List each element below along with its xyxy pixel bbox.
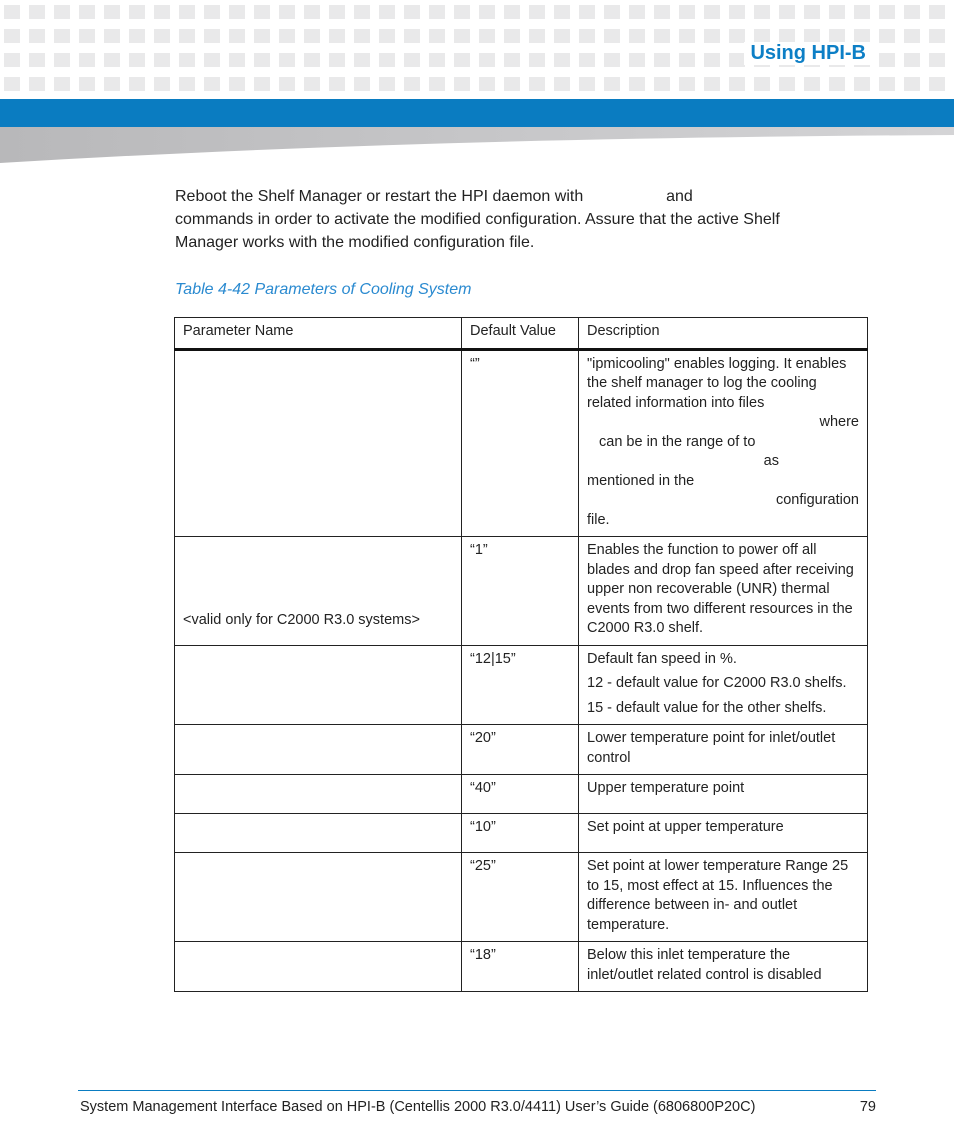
cell-description [579,853,868,942]
pattern-cell [829,29,845,43]
pattern-cell [754,29,770,43]
pattern-cell [154,5,170,19]
pattern-cell [154,53,170,67]
pattern-cell [29,5,45,19]
pattern-cell [604,53,620,67]
pattern-cell [704,5,720,19]
page-header-title: Using HPI-B [744,42,872,65]
pattern-cell [379,53,395,67]
pattern-cell [579,53,595,67]
cell-parameter-name [175,942,462,992]
table-row [175,853,868,942]
cell-description [579,725,868,775]
pattern-cell [54,5,70,19]
description-line: Below this inlet temperature the inlet/outlet related control is disabled [587,947,822,983]
pattern-cell [379,29,395,43]
pattern-cell [454,53,470,67]
pattern-cell [179,53,195,67]
pattern-cell [204,5,220,19]
pattern-cell [604,5,620,19]
pattern-cell [929,77,945,91]
pattern-cell [504,5,520,19]
cell-default-value: “” [462,349,579,537]
pattern-cell [404,29,420,43]
table-row [175,942,868,992]
pattern-cell [529,77,545,91]
pattern-cell [29,53,45,67]
pattern-cell [354,29,370,43]
pattern-cell [229,5,245,19]
cell-description [579,349,868,537]
pattern-cell [854,29,870,43]
table-row [175,537,868,646]
cell-description [579,942,868,992]
pattern-cell [379,5,395,19]
pattern-cell [879,77,895,91]
pattern-cell [79,53,95,67]
pattern-cell [129,53,145,67]
pattern-cell [704,29,720,43]
description-line: where [819,414,859,430]
pattern-cell [479,77,495,91]
pattern-cell [329,5,345,19]
pattern-cell [204,53,220,67]
description-line: Default fan speed in %. [587,650,737,667]
pattern-cell [129,5,145,19]
description-line: Set point at lower temperature Range 25 to 15, most effect at 15. Influences the difference between in- and outlet temperature. [587,858,849,933]
pattern-cell [579,29,595,43]
header-parameter-name: Parameter Name [175,318,462,350]
pattern-cell [879,29,895,43]
pattern-cell [429,53,445,67]
description-line: Lower temperature point for inlet/outlet control [587,730,836,766]
description-line: Enables the function to power off all blades and drop fan speed after receiving upper non recoverable (UNR) thermal events from two different resources in the C2000 R3.0 shelf. [587,542,854,636]
pattern-cell [604,29,620,43]
pattern-cell [204,77,220,91]
pattern-cell [554,53,570,67]
pattern-cell [404,53,420,67]
pattern-cell [879,53,895,67]
pattern-cell [304,77,320,91]
cell-default-value: “18” [462,942,579,992]
pattern-cell [154,29,170,43]
pattern-cell [54,53,70,67]
pattern-cell [79,5,95,19]
cell-description [579,775,868,814]
cell-parameter-name: <valid only for C2000 R3.0 systems> [175,537,462,646]
pattern-cell [679,53,695,67]
pattern-cell [704,77,720,91]
pattern-cell [129,29,145,43]
pattern-cell [4,77,20,91]
pattern-cell [654,29,670,43]
pattern-cell [479,5,495,19]
header-default-value: Default Value [462,318,579,350]
pattern-cell [104,53,120,67]
table-row [175,814,868,853]
pattern-cell [654,5,670,19]
pattern-cell [254,5,270,19]
pattern-cell [479,53,495,67]
pattern-cell [204,29,220,43]
pattern-cell [354,5,370,19]
table-caption: Table 4-42 Parameters of Cooling System [175,281,472,298]
pattern-cell [529,5,545,19]
pattern-cell [304,29,320,43]
description-line: file. [587,511,610,528]
pattern-cell [279,5,295,19]
pattern-cell [629,29,645,43]
pattern-cell [254,77,270,91]
pattern-cell [79,29,95,43]
page-number: 79 [859,1099,876,1115]
intro-paragraph [175,185,865,254]
intro-line-2: commands in order to activate the modified configuration. Assure that the active Shelf [175,211,780,228]
pattern-cell [4,53,20,67]
cell-parameter-name [175,775,462,814]
pattern-cell [529,29,545,43]
pattern-cell [479,29,495,43]
description-line: can be in the range of to [599,433,756,450]
description-line: as [763,453,779,469]
footer-rule [78,1090,876,1091]
pattern-cell [329,53,345,67]
pattern-cell [404,5,420,19]
cell-default-value: “40” [462,775,579,814]
cell-default-value: “20” [462,725,579,775]
cooling-parameters-table [174,317,868,992]
pattern-cell [554,77,570,91]
pattern-cell [904,5,920,19]
pattern-cell [779,5,795,19]
pattern-cell [829,5,845,19]
pattern-cell [904,77,920,91]
pattern-cell [729,77,745,91]
table-row [175,349,868,537]
pattern-cell [904,53,920,67]
pattern-cell [354,53,370,67]
pattern-cell [929,5,945,19]
pattern-cell [554,5,570,19]
pattern-cell [429,29,445,43]
description-line: Upper temperature point [587,780,745,796]
pattern-cell [179,77,195,91]
header-gray-swoosh [0,127,954,163]
description-line: configuration [775,492,859,508]
description-line: mentioned in the [587,472,695,489]
pattern-cell [904,29,920,43]
pattern-cell [104,5,120,19]
pattern-cell [779,77,795,91]
pattern-cell [804,29,820,43]
table-header-row [175,318,868,350]
cell-parameter-name [175,725,462,775]
pattern-cell [679,29,695,43]
pattern-cell [229,77,245,91]
pattern-cell [929,29,945,43]
cell-parameter-name [175,814,462,853]
pattern-cell [129,77,145,91]
cell-default-value: “12|15” [462,645,579,725]
cell-parameter-name [175,645,462,725]
pattern-cell [329,29,345,43]
description-line: Set point at upper temperature [587,819,784,835]
pattern-cell [554,29,570,43]
pattern-cell [629,77,645,91]
cell-default-value: “10” [462,814,579,853]
pattern-cell [729,53,745,67]
pattern-cell [454,5,470,19]
pattern-cell [279,29,295,43]
footer-document-title: System Management Interface Based on HPI-B (Centellis 2000 R3.0/4411) User’s Guide (6806800P20C) [80,1099,756,1115]
description-line: 12 - default value for C2000 R3.0 shelfs. [587,675,847,691]
cell-description [579,814,868,853]
pattern-cell [304,53,320,67]
cell-parameter-name [175,349,462,537]
pattern-cell [854,5,870,19]
intro-line-3: Manager works with the modified configuration file. [175,234,535,251]
pattern-cell [754,5,770,19]
pattern-cell [54,77,70,91]
pattern-cell [629,5,645,19]
pattern-cell [854,77,870,91]
cell-parameter-name [175,853,462,942]
pattern-cell [454,29,470,43]
table-row [175,645,868,725]
pattern-cell [679,5,695,19]
pattern-cell [729,5,745,19]
table-row [175,775,868,814]
pattern-cell [654,53,670,67]
pattern-cell [704,53,720,67]
pattern-cell [229,29,245,43]
pattern-cell [279,53,295,67]
description-line: "ipmicooling" enables logging. It enables the shelf manager to log the cooling related information into files [587,355,847,411]
pattern-cell [504,77,520,91]
intro-line-1-before: Reboot the Shelf Manager or restart the HPI daemon with [175,188,584,205]
pattern-cell [679,77,695,91]
pattern-cell [79,77,95,91]
pattern-cell [429,77,445,91]
header-blue-bar [0,99,954,127]
pattern-cell [804,77,820,91]
pattern-cell [829,77,845,91]
pattern-cell [54,29,70,43]
pattern-cell [104,77,120,91]
pattern-cell [929,53,945,67]
pattern-cell [254,29,270,43]
pattern-cell [279,77,295,91]
pattern-cell [579,5,595,19]
pattern-cell [354,77,370,91]
pattern-cell [729,29,745,43]
pattern-cell [104,29,120,43]
pattern-cell [654,77,670,91]
pattern-cell [429,5,445,19]
pattern-cell [604,77,620,91]
pattern-cell [29,29,45,43]
pattern-cell [529,53,545,67]
pattern-cell [4,5,20,19]
pattern-cell [304,5,320,19]
cell-default-value: “1” [462,537,579,646]
intro-line-1 [175,185,865,208]
pattern-cell [454,77,470,91]
table-row [175,725,868,775]
pattern-cell [29,77,45,91]
intro-line-1-after: and [666,188,693,205]
pattern-cell [329,77,345,91]
pattern-cell [229,53,245,67]
pattern-cell [179,5,195,19]
pattern-cell [404,77,420,91]
pattern-cell [154,77,170,91]
cell-default-value: “25” [462,853,579,942]
pattern-cell [629,53,645,67]
pattern-cell [179,29,195,43]
pattern-cell [4,29,20,43]
cell-description [579,645,868,725]
pattern-cell [504,53,520,67]
pattern-cell [504,29,520,43]
description-line: 15 - default value for the other shelfs. [587,699,827,716]
pattern-cell [779,29,795,43]
pattern-cell [254,53,270,67]
pattern-cell [579,77,595,91]
header-description: Description [579,318,868,350]
pattern-cell [804,5,820,19]
pattern-cell [879,5,895,19]
pattern-cell [379,77,395,91]
pattern-cell [754,77,770,91]
cell-description [579,537,868,646]
